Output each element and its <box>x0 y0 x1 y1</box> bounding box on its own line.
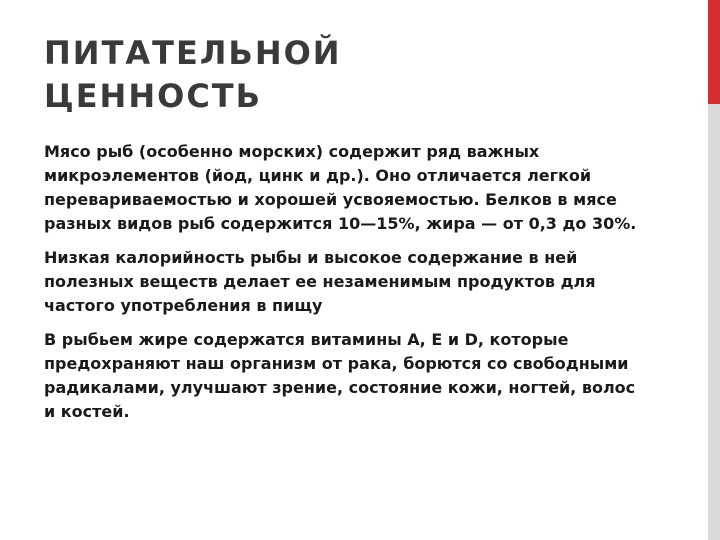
paragraph-fish-oil: В рыбьем жире содержатся витамины А, Е и D, которые предохраняют наш организм от рака, борются со свободными радикалами, улучшают зрение, состояние кожи, ногтей, волос и костей. <box>44 330 636 421</box>
paragraph-composition: Мясо рыб (особенно морских) содержит ряд важных микроэлементов (йод, цинк и др.). Оно отличается легкой перевариваемостью и хорошей усвояемостью. Белков в мясе разных видов рыб содержится 10—15%, жира — от 0,3 до 30%. <box>44 142 637 233</box>
slide-title <box>44 32 684 118</box>
slide-body <box>44 140 644 434</box>
accent-bar-gray <box>708 104 720 540</box>
accent-bar-red <box>708 0 720 104</box>
paragraph-calories: Низкая калорийность рыбы и высокое содержание в ней полезных веществ делает ее незаменимым продуктов для частого употребления в пищу <box>44 248 596 315</box>
slide-title-line-2: ЦЕННОСТЬ <box>44 77 263 115</box>
slide-title-line-1: ПИТАТЕЛЬНОЙ <box>44 34 342 72</box>
